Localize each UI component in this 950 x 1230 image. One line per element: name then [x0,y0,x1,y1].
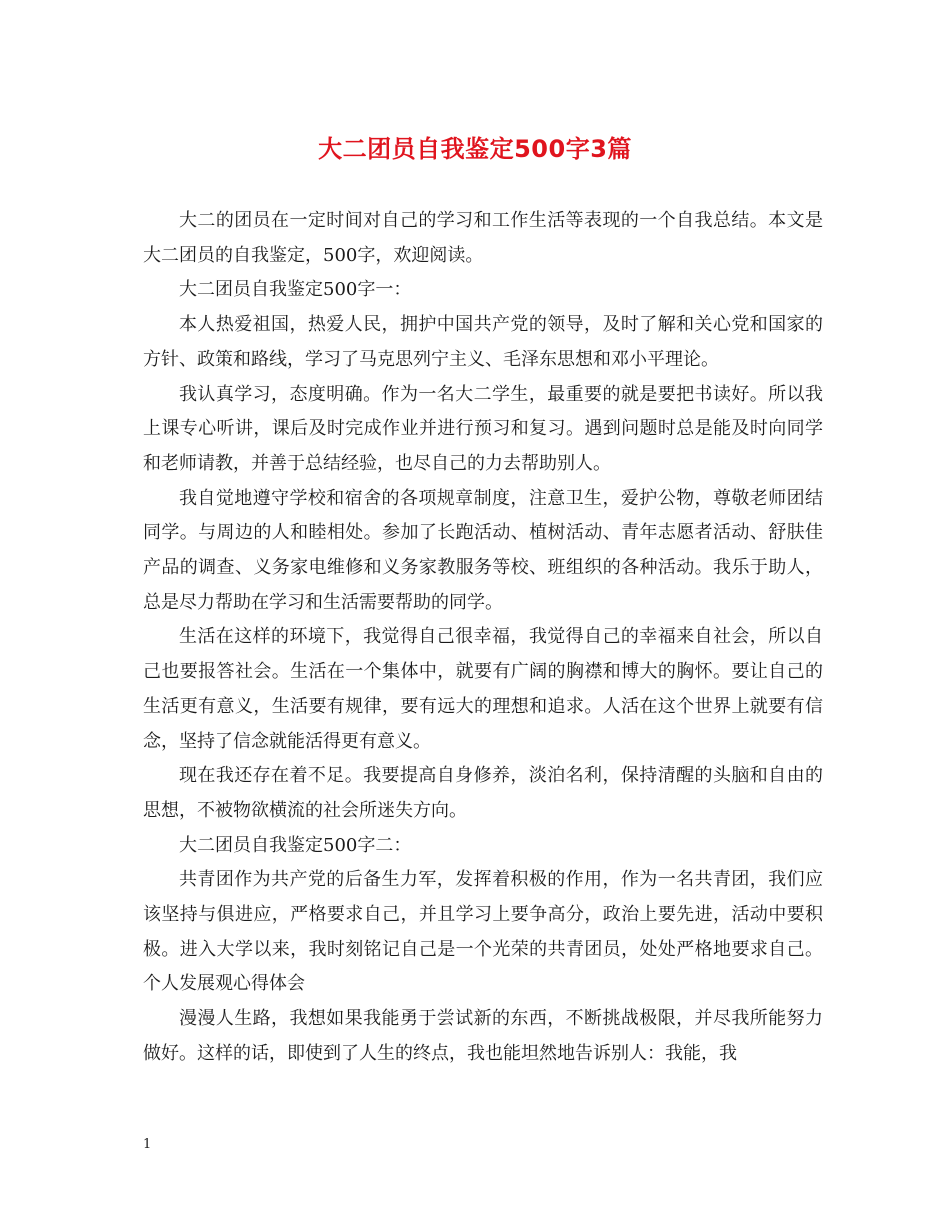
document-title: 大二团员自我鉴定500字3篇 [318,135,632,163]
paragraph: 我认真学习，态度明确。作为一名大二学生，最重要的就是要把书读好。所以我上课专心听讲，课后及时完成作业并进行预习和复习。遇到问题时总是能及时向同学和老师请教，并善于总结经验，也尽自己的力去帮助别人。 [143,383,823,474]
paragraph: 生活在这样的环境下，我觉得自己很幸福，我觉得自己的幸福来自社会，所以自己也要报答社会。生活在一个集体中，就要有广阔的胸襟和博大的胸怀。要让自己的生活更有意义，生活要有规律，要有远大的理想和追求。人活在这个世界上就要有信念，坚持了信念就能活得更有意义。 [143,626,823,752]
paragraph: 共青团作为共产党的后备生力军，发挥着积极的作用，作为一名共青团，我们应该坚持与俱进应，严格要求自己，并且学习上要争高分，政治上要先进，活动中要积极。进入大学以来，我时刻铭记自己是一个光荣的共青团员，处处严格地要求自己。个人发展观心得体会 [143,869,823,995]
paragraph: 大二的团员在一定时间对自己的学习和工作生活等表现的一个自我总结。本文是大二团员的自我鉴定，500字，欢迎阅读。 [143,210,823,266]
paragraph: 本人热爱祖国，热爱人民，拥护中国共产党的领导，及时了解和关心党和国家的方针、政策和路线，学习了马克思列宁主义、毛泽东思想和邓小平理论。 [143,314,823,370]
paragraph: 现在我还存在着不足。我要提高自身修养，淡泊名利，保持清醒的头脑和自由的思想，不被物欲横流的社会所迷失方向。 [143,765,823,821]
paragraph: 我自觉地遵守学校和宿舍的各项规章制度，注意卫生，爱护公物，尊敬老师团结同学。与周边的人和睦相处。参加了长跑活动、植树活动、青年志愿者活动、舒肤佳产品的调查、义务家电维修和义务家教服务等校、班组织的各种活动。我乐于助人，总是尽力帮助在学习和生活需要帮助的同学。 [143,487,823,613]
document-body [143,204,823,1072]
section-heading: 大二团员自我鉴定500字一： [179,279,412,301]
page-number: 1 [143,1137,152,1152]
section-heading: 大二团员自我鉴定500字二： [179,834,412,856]
paragraph: 漫漫人生路，我想如果我能勇于尝试新的东西，不断挑战极限，并尽我所能努力做好。这样的话，即使到了人生的终点，我也能坦然地告诉别人：我能，我 [143,1008,823,1064]
